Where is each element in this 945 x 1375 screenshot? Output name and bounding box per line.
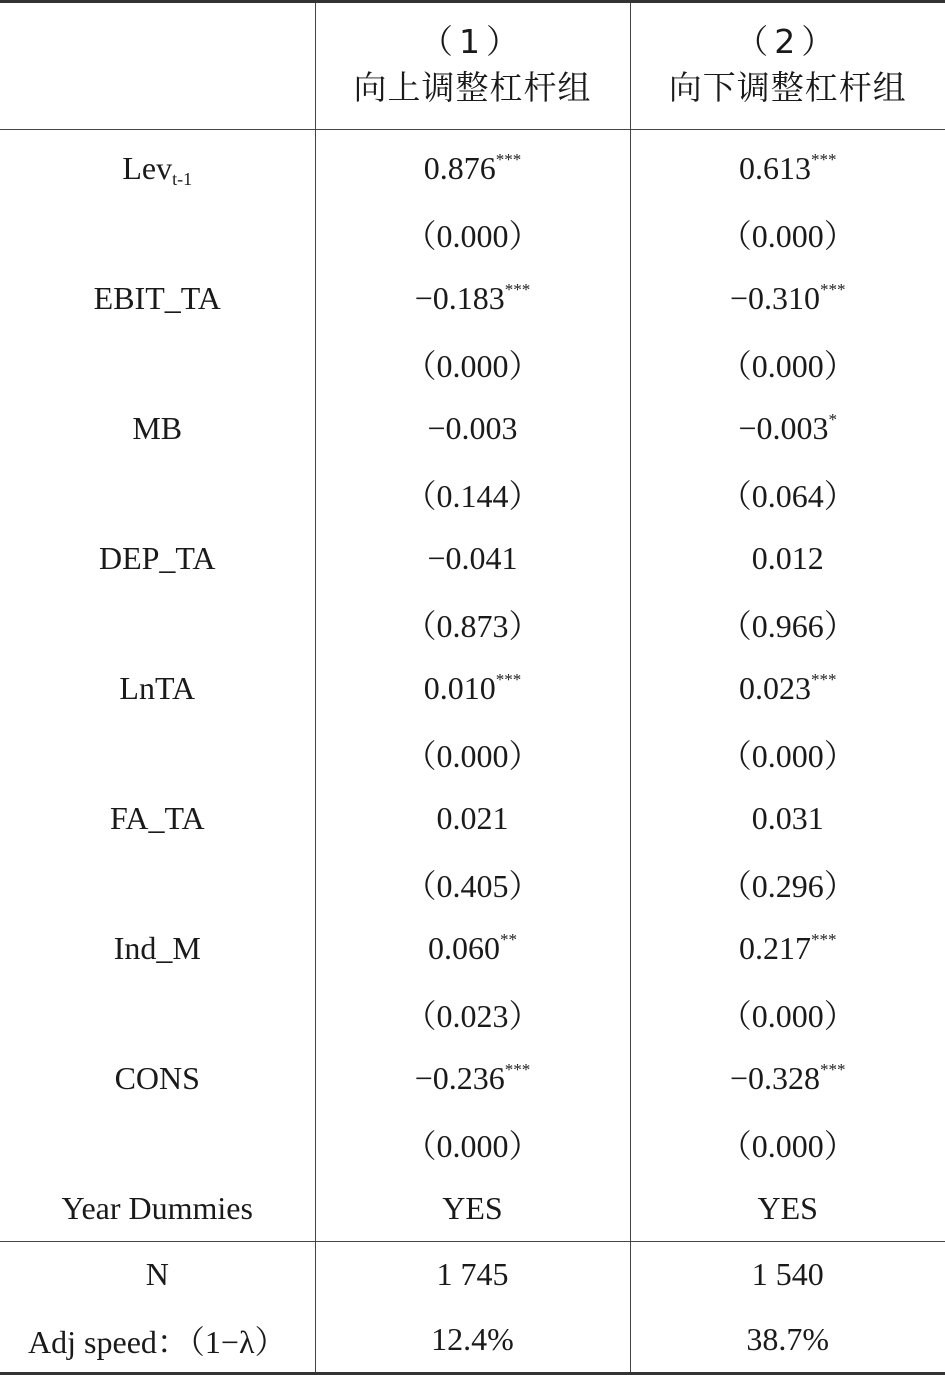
table-header-row: [0, 2, 945, 130]
table-row: [0, 851, 945, 916]
row-label: FA_TA: [0, 786, 315, 851]
pvalue-col1: （0.000）: [315, 721, 630, 786]
coef-value: −0.041: [427, 540, 517, 576]
coef-value: −0.183: [415, 280, 505, 316]
coef-value: −0.003: [427, 410, 517, 446]
row-label: EBIT_TA: [0, 266, 315, 331]
pvalue-col1: （0.000）: [315, 201, 630, 266]
significance-stars: ***: [811, 670, 837, 689]
col2-number: （2）: [631, 20, 945, 64]
significance-stars: ***: [811, 930, 837, 949]
pvalue-col2: （0.000）: [630, 331, 945, 396]
table-row: [0, 786, 945, 851]
row-label: [0, 981, 315, 1046]
footer-row-adj-speed: [0, 1307, 945, 1374]
row-label: DEP_TA: [0, 526, 315, 591]
cell-col2: [630, 656, 945, 721]
coef-value: −0.310: [730, 280, 820, 316]
row-label: Adj speed：（1−λ）: [0, 1307, 315, 1374]
table-row: [0, 721, 945, 786]
table-row: [0, 130, 945, 202]
coef-value: −0.328: [730, 1060, 820, 1096]
header-col2: [630, 2, 945, 130]
cell-col2: [630, 396, 945, 461]
significance-stars: ***: [820, 1060, 846, 1079]
row-label: LnTA: [0, 656, 315, 721]
pvalue-col2: （0.296）: [630, 851, 945, 916]
row-label: MB: [0, 396, 315, 461]
coef-value: −0.236: [415, 1060, 505, 1096]
header-col1: [315, 2, 630, 130]
col1-number: （1）: [316, 20, 630, 64]
table-row: [0, 1046, 945, 1111]
cell-col2: YES: [630, 1176, 945, 1242]
cell-col1: [315, 130, 630, 202]
coef-value: −0.003: [738, 410, 828, 446]
footer-row-n: [0, 1242, 945, 1308]
row-label: [0, 721, 315, 786]
coef-value: 0.060: [428, 930, 500, 966]
cell-col1: YES: [315, 1176, 630, 1242]
cell-col2: [630, 130, 945, 202]
col2-title: 向下调整杠杆组: [631, 64, 945, 112]
pvalue-col2: （0.966）: [630, 591, 945, 656]
coef-value: 0.023: [739, 670, 811, 706]
coef-value: 0.613: [739, 150, 811, 186]
cell-col1: [315, 786, 630, 851]
coef-value: 0.012: [752, 540, 824, 576]
cell-col1: [315, 656, 630, 721]
row-label: [0, 1111, 315, 1176]
row-label: [0, 201, 315, 266]
significance-stars: ***: [820, 280, 846, 299]
coef-value: 0.217: [739, 930, 811, 966]
coef-value: 0.021: [437, 800, 509, 836]
table-row: [0, 1111, 945, 1176]
pvalue-col1: （0.873）: [315, 591, 630, 656]
row-label: Year Dummies: [0, 1176, 315, 1242]
cell-col2: [630, 526, 945, 591]
row-label: [0, 591, 315, 656]
coef-value: 0.010: [424, 670, 496, 706]
cell-col2: [630, 786, 945, 851]
cell-col1: 12.4%: [315, 1307, 630, 1374]
coef-value: 0.031: [752, 800, 824, 836]
cell-col1: [315, 396, 630, 461]
table-row: [0, 916, 945, 981]
col1-title: 向上调整杠杆组: [316, 64, 630, 112]
table-row: [0, 526, 945, 591]
label-text: Lev: [122, 150, 172, 186]
significance-stars: *: [829, 410, 838, 429]
pvalue-col2: （0.000）: [630, 1111, 945, 1176]
row-label: Ind_M: [0, 916, 315, 981]
cell-col2: 38.7%: [630, 1307, 945, 1374]
significance-stars: ***: [505, 1060, 531, 1079]
pvalue-col1: （0.023）: [315, 981, 630, 1046]
row-label: CONS: [0, 1046, 315, 1111]
row-label: [0, 130, 315, 202]
pvalue-col2: （0.000）: [630, 721, 945, 786]
table-row: [0, 331, 945, 396]
table-row: [0, 1176, 945, 1242]
pvalue-col1: （0.405）: [315, 851, 630, 916]
row-label: [0, 851, 315, 916]
cell-col2: 1 540: [630, 1242, 945, 1308]
cell-col1: [315, 266, 630, 331]
significance-stars: ***: [496, 670, 522, 689]
significance-stars: ***: [505, 280, 531, 299]
table-row: [0, 981, 945, 1046]
table-row: [0, 656, 945, 721]
table-row: [0, 591, 945, 656]
pvalue-col2: （0.064）: [630, 461, 945, 526]
table-row: [0, 201, 945, 266]
cell-col1: [315, 916, 630, 981]
pvalue-col1: （0.000）: [315, 331, 630, 396]
cell-col1: [315, 1046, 630, 1111]
pvalue-col1: （0.000）: [315, 1111, 630, 1176]
significance-stars: ***: [496, 150, 522, 169]
header-empty-cell: [0, 2, 315, 130]
pvalue-col1: （0.144）: [315, 461, 630, 526]
coef-value: 0.876: [424, 150, 496, 186]
pvalue-col2: （0.000）: [630, 201, 945, 266]
label-subscript: t-1: [172, 169, 192, 189]
table-row: [0, 461, 945, 526]
significance-stars: **: [500, 930, 517, 949]
row-label: [0, 461, 315, 526]
table-row: [0, 396, 945, 461]
cell-col2: [630, 916, 945, 981]
significance-stars: ***: [811, 150, 837, 169]
cell-col2: [630, 1046, 945, 1111]
cell-col1: 1 745: [315, 1242, 630, 1308]
row-label: [0, 331, 315, 396]
row-label: N: [0, 1242, 315, 1308]
pvalue-col2: （0.000）: [630, 981, 945, 1046]
cell-col1: [315, 526, 630, 591]
cell-col2: [630, 266, 945, 331]
table-row: [0, 266, 945, 331]
